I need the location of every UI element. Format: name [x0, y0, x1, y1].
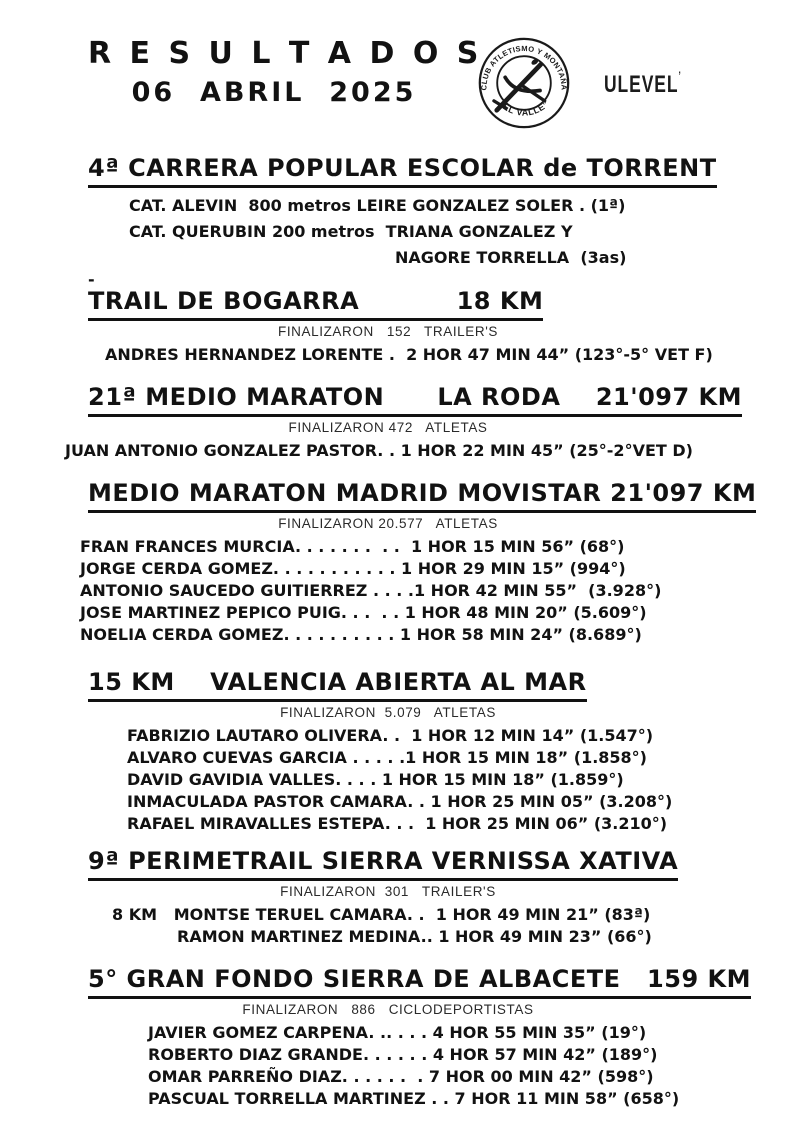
result-line: RAFAEL MIRAVALLES ESTEPA. . . 1 HOR 25 MIN 06” (3.210°) — [127, 814, 668, 833]
section-title: 5° GRAN FONDO SIERRA DE ALBACETE 159 KM — [88, 965, 751, 999]
result-line: JAVIER GOMEZ CARPENA. .. . . . 4 HOR 55 MIN 35” (19°) — [148, 1023, 647, 1042]
section-title: MEDIO MARATON MADRID MOVISTAR 21'097 KM — [88, 479, 756, 513]
section-medio-maraton-madrid — [80, 479, 765, 646]
result-line: NAGORE TORRELLA (3as) — [395, 248, 627, 267]
result-line: JUAN ANTONIO GONZALEZ PASTOR. . 1 HOR 22 MIN 45” (25°-2°VET D) — [65, 441, 693, 460]
result-line: RAMON MARTINEZ MEDINA.. 1 HOR 49 MIN 23” (66°) — [177, 927, 652, 946]
finishers-count: FINALIZARON 5.079 ATLETAS — [280, 705, 496, 720]
page-date: 06 ABRIL 2025 — [131, 77, 417, 108]
result-line: CAT. ALEVIN 800 metros LEIRE GONZALEZ SOLER . (1ª) — [129, 196, 626, 215]
club-logo — [477, 34, 571, 132]
finishers-count: FINALIZARON 152 TRAILER'S — [277, 324, 499, 339]
ulevel-logo-text: ULEVEL — [604, 71, 679, 99]
finishers-count: FINALIZARON 472 ATLETAS — [288, 420, 488, 435]
ulevel-trademark: ’ — [678, 70, 681, 83]
section-perimetrail-vernissa — [88, 847, 765, 948]
result-line: ANTONIO SAUCEDO GUITIERREZ . . . .1 HOR 42 MIN 55” (3.928°) — [80, 581, 662, 600]
runner-icon — [494, 58, 545, 111]
section-valencia-abierta-al-mar — [88, 668, 765, 835]
result-line: DAVID GAVIDIA VALLES. . . . 1 HOR 15 MIN 18” (1.859°) — [127, 770, 624, 789]
result-line: CAT. QUERUBIN 200 metros TRIANA GONZALEZ Y — [129, 222, 573, 241]
section-title: TRAIL DE BOGARRA 18 KM — [88, 287, 543, 321]
section-title: 4ª CARRERA POPULAR ESCOLAR de TORRENT — [88, 154, 717, 188]
result-line: NOELIA CERDA GOMEZ. . . . . . . . . . 1 HOR 58 MIN 24” (8.689°) — [80, 625, 642, 644]
result-line: ANDRES HERNANDEZ LORENTE . 2 HOR 47 MIN 44” (123°-5° VET F) — [105, 345, 713, 364]
finishers-count: FINALIZARON 20.577 ATLETAS — [278, 516, 498, 531]
section-medio-maraton-la-roda — [65, 383, 765, 462]
result-line: ALVARO CUEVAS GARCIA . . . . .1 HOR 15 MIN 18” (1.858°) — [127, 748, 647, 767]
result-line: INMACULADA PASTOR CAMARA. . 1 HOR 25 MIN 05” (3.208°) — [127, 792, 673, 811]
result-line: JOSE MARTINEZ PEPICO PUIG. . . . . 1 HOR 48 MIN 20” (5.609°) — [80, 603, 647, 622]
result-line: FRAN FRANCES MURCIA. . . . . . . . . 1 HOR 15 MIN 56” (68°) — [80, 537, 625, 556]
finishers-count: FINALIZARON 886 CICLODEPORTISTAS — [242, 1002, 534, 1017]
result-line: FABRIZIO LAUTARO OLIVERA. . 1 HOR 12 MIN 14” (1.547°) — [127, 726, 654, 745]
section-title: 9ª PERIMETRAIL SIERRA VERNISSA XATIVA — [88, 847, 678, 881]
result-line: ROBERTO DIAZ GRANDE. . . . . . 4 HOR 57 MIN 42” (189°) — [148, 1045, 658, 1064]
header-title-block — [88, 34, 483, 112]
logo-bottom-text: “EL VALLE” — [497, 98, 551, 118]
section-title: 15 KM VALENCIA ABIERTA AL MAR — [88, 668, 587, 702]
logo-top-text: CLUB ATLETISMO Y MONTAÑA — [479, 43, 569, 91]
result-line: JORGE CERDA GOMEZ. . . . . . . . . . . 1 HOR 29 MIN 15” (994°) — [80, 559, 626, 578]
stray-dash: - — [88, 270, 95, 289]
section-gran-fondo-albacete — [88, 965, 765, 1110]
result-line: 8 KM MONTSE TERUEL CAMARA. . 1 HOR 49 MIN 21” (83ª) — [112, 905, 651, 924]
page-title: R E S U L T A D O S — [88, 36, 483, 71]
ulevel-logo — [604, 70, 681, 99]
section-carrera-escolar — [88, 154, 765, 271]
result-line: OMAR PARREÑO DIAZ. . . . . . . 7 HOR 00 MIN 42” (598°) — [148, 1067, 654, 1086]
finishers-count: FINALIZARON 301 TRAILER'S — [280, 884, 496, 899]
section-trail-bogarra — [88, 287, 765, 366]
result-line: PASCUAL TORRELLA MARTINEZ . . 7 HOR 11 MIN 58” (658°) — [148, 1089, 680, 1108]
section-title: 21ª MEDIO MARATON LA RODA 21'097 KM — [88, 383, 742, 417]
club-stamp — [477, 34, 571, 132]
